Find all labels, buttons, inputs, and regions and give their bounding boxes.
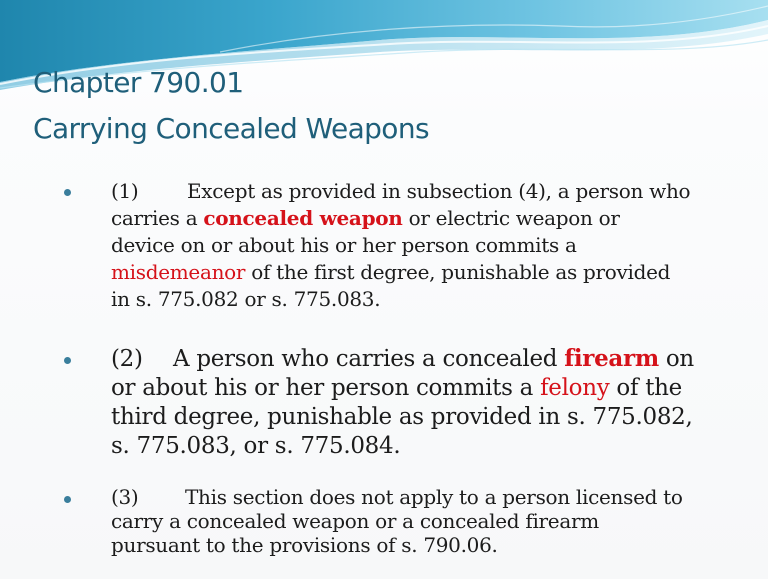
text-line <box>111 259 751 286</box>
text-run: carries a <box>111 206 204 230</box>
subsection-number: (1) <box>111 179 139 203</box>
text-line <box>111 509 751 533</box>
bullet-text-1 <box>111 178 751 313</box>
highlight-term: firearm <box>564 345 659 372</box>
bullet-text-3 <box>111 485 751 557</box>
text-run: A person who carries a concealed <box>173 346 565 372</box>
bullet-dot-icon <box>64 357 71 364</box>
text-line <box>111 432 751 461</box>
text-run: pursuant to the provisions of s. 790.06. <box>111 533 498 557</box>
text-line <box>111 205 751 232</box>
text-line <box>111 485 751 509</box>
text-run: of the <box>609 375 682 401</box>
text-line <box>111 403 751 432</box>
highlight-term: misdemeanor <box>111 260 246 284</box>
text-line <box>111 344 751 374</box>
highlight-term: felony <box>540 375 610 401</box>
text-run: device on or about his or her person commits a <box>111 233 577 257</box>
text-run: carry a concealed weapon or a concealed firearm <box>111 509 599 533</box>
bullet-dot-icon <box>64 189 71 196</box>
title-line-2: Carrying Concealed Weapons <box>33 112 429 145</box>
bullet-text-2 <box>111 344 751 461</box>
text-run: Except as provided in subsection (4), a person who <box>187 179 691 203</box>
text-run: in s. 775.082 or s. 775.083. <box>111 287 381 311</box>
text-run: on <box>658 346 694 372</box>
text-run: third degree, punishable as provided in s. 775.082, <box>111 404 693 430</box>
subsection-number: (2) <box>111 346 143 372</box>
title-line-1: Chapter 790.01 <box>33 66 244 99</box>
highlight-term: concealed weapon <box>203 206 403 230</box>
text-line <box>111 374 751 403</box>
text-run: of the first degree, punishable as provided <box>245 260 671 284</box>
text-line <box>111 232 751 259</box>
bullet-dot-icon <box>64 496 71 503</box>
text-run: This section does not apply to a person licensed to <box>185 485 683 509</box>
text-run: or electric weapon or <box>402 206 620 230</box>
text-line <box>111 286 751 313</box>
subsection-number: (3) <box>111 485 139 509</box>
text-run: s. 775.083, or s. 775.084. <box>111 433 401 459</box>
text-line <box>111 533 751 557</box>
text-line <box>111 178 751 205</box>
slide-title <box>33 60 429 152</box>
text-run: or about his or her person commits a <box>111 375 541 401</box>
